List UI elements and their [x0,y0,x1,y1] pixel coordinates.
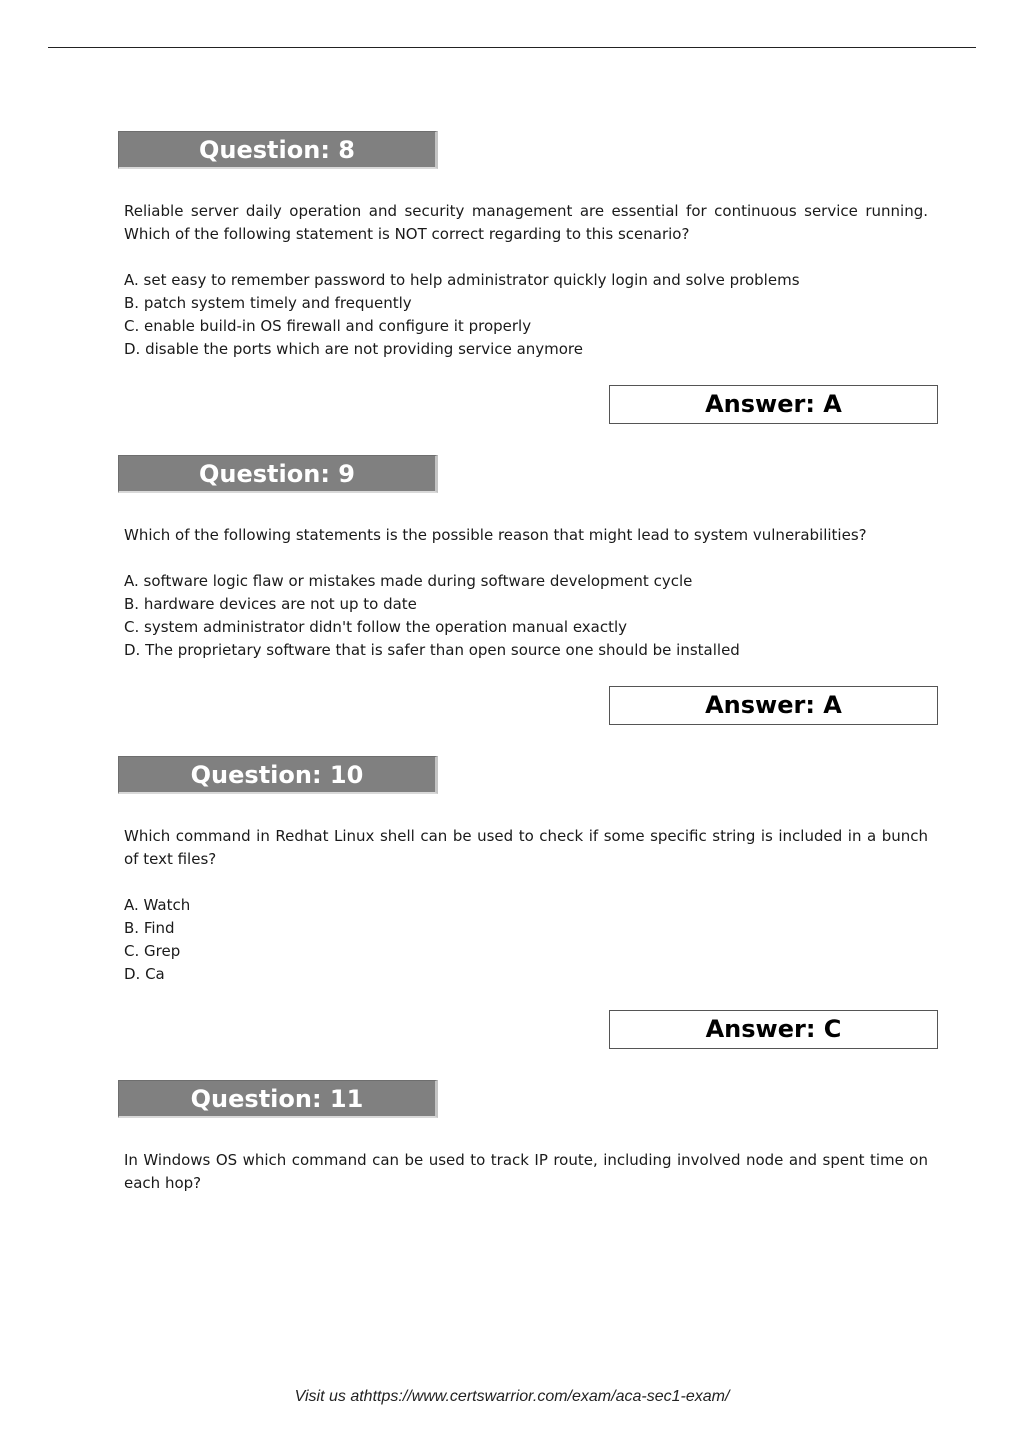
option-b: B. hardware devices are not up to date [124,595,417,613]
question-9-answer: Answer: A [609,686,938,725]
option-d: D. disable the ports which are not providing service anymore [124,340,584,358]
question-8-text: Reliable server daily operation and security management are essential for continuous service running. Which of the following statement is NOT correct regarding to this scenario? [124,202,928,243]
option-a: A. Watch [124,896,191,914]
option-c: C. Grep [124,942,181,960]
option-a: A. software logic flaw or mistakes made during software development cycle [124,572,693,590]
option-d: D. The proprietary software that is safer than open source one should be installed [124,641,740,659]
option-c: C. system administrator didn't follow the operation manual exactly [124,618,628,636]
option-b: B. Find [124,919,175,937]
question-10-header: Question: 10 [118,756,438,794]
option-c: C. enable build-in OS firewall and configure it properly [124,317,532,335]
question-8-header: Question: 8 [118,131,438,169]
question-11-text: In Windows OS which command can be used to track IP route, including involved node and spent time on each hop? [124,1151,928,1192]
question-11-header: Question: 11 [118,1080,438,1118]
question-10-options [124,894,928,986]
question-10-text: Which command in Redhat Linux shell can be used to check if some specific string is included in a bunch of text files? [124,827,928,868]
question-9-header: Question: 9 [118,455,438,493]
option-b: B. patch system timely and frequently [124,294,412,312]
option-d: D. Ca [124,965,165,983]
question-8-answer: Answer: A [609,385,938,424]
top-divider [48,47,976,48]
question-8-options [124,269,928,361]
question-9-text: Which of the following statements is the possible reason that might lead to system vulnerabilities? [124,526,867,544]
option-a: A. set easy to remember password to help administrator quickly login and solve problems [124,271,800,289]
question-9-options [124,570,928,662]
question-10-answer: Answer: C [609,1010,938,1049]
footer-link[interactable]: Visit us athttps://www.certswarrior.com/exam/aca-sec1-exam/ [294,1388,730,1405]
